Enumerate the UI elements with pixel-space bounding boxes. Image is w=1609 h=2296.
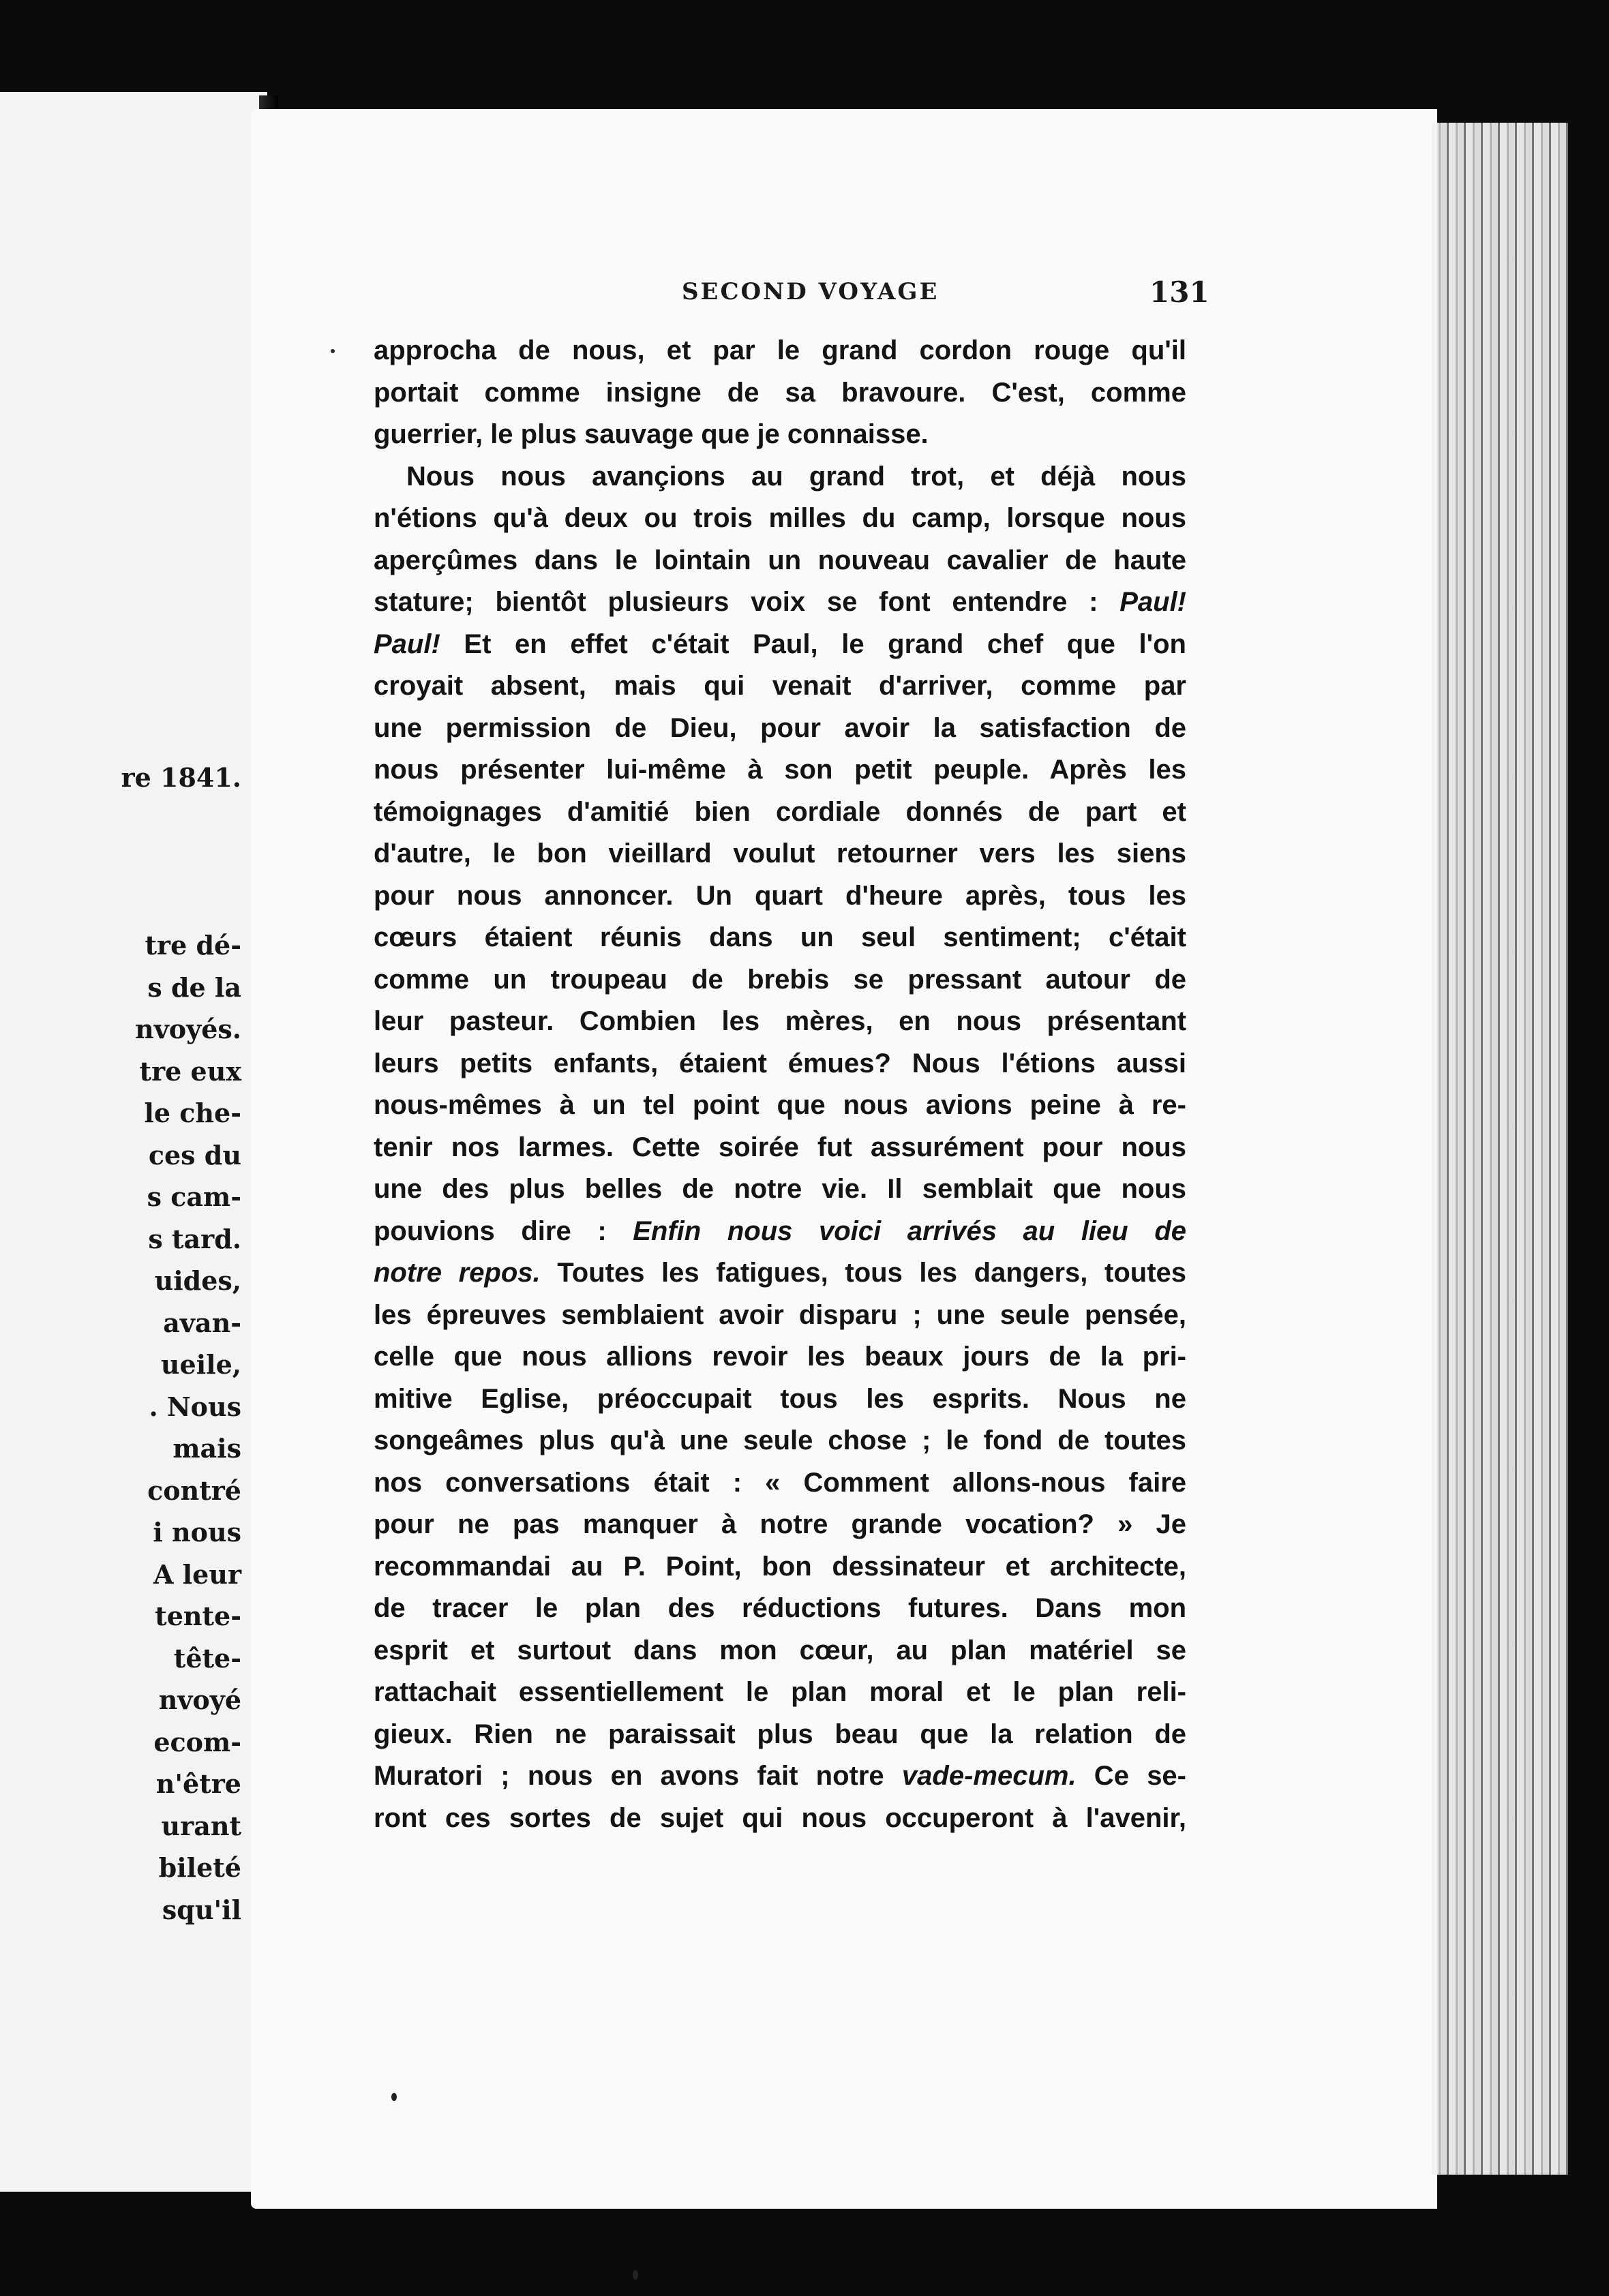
italic-phrase: Enfin nous voici arrivés au lieu de	[633, 1215, 1187, 1246]
ink-speck	[633, 2270, 638, 2280]
text-line	[374, 1001, 1186, 1043]
text-line	[374, 1295, 1186, 1337]
left-fragment-line: le che-	[144, 1098, 241, 1128]
text-span: témoignages d'amitié bien cordiale donnés de part et	[374, 796, 1186, 827]
text-span: d'autre, le bon vieillard voulut retourner vers les siens	[374, 839, 1186, 868]
page-edges	[1432, 123, 1568, 2175]
ink-speck	[391, 2093, 397, 2101]
text-line	[374, 959, 1186, 1001]
text-line	[374, 665, 1186, 708]
text-line	[374, 917, 1186, 959]
text-line	[374, 1630, 1186, 1672]
left-fragment-line: uides,	[154, 1265, 241, 1296]
left-fragment-line	[121, 883, 241, 925]
text-line	[374, 498, 1186, 540]
text-line	[374, 330, 1186, 372]
text-line	[374, 540, 1186, 582]
text-span: stature; bientôt plusieurs voix se font entendre :	[374, 587, 1120, 617]
text-span: les épreuves semblaient avoir disparu ; une seule pensée,	[374, 1299, 1186, 1330]
text-span: cœurs étaient réunis dans un seul sentiment; c'était	[374, 922, 1186, 952]
left-page	[0, 92, 267, 2192]
text-span: n'étions qu'à deux ou trois milles du camp, lorsque nous	[374, 503, 1186, 533]
text-span: ront ces sortes de sujet qui nous occuperont à l'avenir,	[374, 1802, 1186, 1833]
italic-phrase: Paul!	[374, 629, 440, 659]
text-line	[374, 791, 1186, 834]
text-line	[374, 1714, 1186, 1756]
text-span: une des plus belles de notre vie. Il semblait que nous	[374, 1174, 1186, 1204]
left-page-text-fragments	[121, 757, 241, 1931]
left-fragment-line: mais	[172, 1433, 241, 1464]
left-fragment-line: tête-	[173, 1642, 241, 1674]
left-fragment-line: A leur	[153, 1558, 241, 1590]
ink-speck	[331, 349, 335, 353]
text-span: recommandai au P. Point, bon dessinateur et architecte,	[374, 1551, 1186, 1582]
text-span: Toutes les fatigues, tous les dangers, toutes	[540, 1258, 1186, 1288]
text-span: portait comme insigne de sa bravoure. C'est, comme	[374, 377, 1186, 408]
italic-phrase: vade-mecum.	[901, 1761, 1077, 1791]
text-line	[374, 624, 1186, 666]
text-line	[374, 708, 1186, 750]
text-line	[374, 1336, 1186, 1378]
text-span: approcha de nous, et par le grand cordon rouge qu'il	[374, 335, 1186, 365]
left-fragment-line: s cam-	[147, 1181, 241, 1212]
text-span: pour ne pas manquer à notre grande vocation? » Je	[374, 1509, 1186, 1539]
left-fragment-line: i nous	[153, 1517, 241, 1547]
text-line	[374, 1588, 1186, 1630]
text-line	[374, 1168, 1186, 1211]
text-span: gieux. Rien ne paraissait plus beau que la relation de	[374, 1719, 1186, 1749]
left-fragment-line: bileté	[158, 1852, 241, 1883]
left-fragment-line: s de la	[147, 971, 241, 1003]
text-span: nos conversations était : « Comment allons-nous faire	[374, 1467, 1186, 1498]
italic-phrase: Paul!	[1119, 587, 1186, 617]
text-span: leur pasteur. Combien les mères, en nous présentant	[374, 1006, 1186, 1036]
text-line	[374, 1462, 1186, 1505]
text-line	[374, 1378, 1186, 1421]
text-span: esprit et surtout dans mon cœur, au plan matériel se	[374, 1635, 1186, 1665]
left-fragment-line: ecom-	[153, 1726, 241, 1757]
left-fragment-line: n'être	[155, 1768, 241, 1799]
page-number: 131	[1149, 275, 1209, 309]
text-span: Nous nous avançions au grand trot, et déjà nous	[406, 461, 1186, 492]
left-fragment-line: tre dé-	[145, 930, 241, 961]
text-span: Ce se-	[1076, 1761, 1187, 1791]
text-line	[374, 1798, 1186, 1840]
body-text	[374, 330, 1186, 1839]
text-line	[374, 414, 1186, 456]
text-span: songeâmes plus qu'à une seule chose ; le fond de toutes	[374, 1425, 1186, 1455]
left-fragment-line: re 1841.	[121, 762, 241, 793]
left-fragment-line	[121, 799, 241, 841]
text-span: nous-mêmes à un tel point que nous avions peine à re-	[374, 1090, 1186, 1120]
running-head: SECOND VOYAGE	[682, 278, 939, 305]
text-line	[374, 1252, 1186, 1295]
left-fragment-line: avan-	[163, 1307, 241, 1338]
text-line	[374, 833, 1186, 875]
left-fragment-line: nvoyé	[158, 1685, 241, 1715]
left-fragment-line: contré	[147, 1475, 241, 1506]
text-line	[374, 456, 1186, 498]
text-span: nous présenter lui-même à son petit peuple. Après les	[374, 755, 1186, 785]
text-span: leurs petits enfants, étaient émues? Nous l'étions aussi	[374, 1048, 1186, 1078]
text-line	[374, 1211, 1186, 1253]
text-span: Et en effet c'était Paul, le grand chef que l'on	[440, 629, 1186, 659]
text-line	[374, 1085, 1186, 1127]
text-line	[374, 1043, 1186, 1085]
text-span: pour nous annoncer. Un quart d'heure après, tous les	[374, 880, 1186, 911]
left-fragment-line: nvoyés.	[135, 1014, 241, 1044]
left-fragment-line: . Nous	[149, 1391, 241, 1422]
text-span: croyait absent, mais qui venait d'arriver, comme par	[374, 671, 1186, 701]
left-fragment-line: ces du	[148, 1139, 241, 1170]
text-line	[374, 749, 1186, 791]
left-fragment-line: tre eux	[139, 1055, 241, 1087]
text-line	[374, 581, 1186, 624]
text-span: de tracer le plan des réductions futures. Dans mon	[374, 1593, 1186, 1623]
left-fragment-line	[121, 841, 241, 883]
text-span: guerrier, le plus sauvage que je connaisse.	[374, 419, 929, 449]
text-line	[374, 1504, 1186, 1546]
text-span: pouvions dire :	[374, 1215, 633, 1246]
text-span: rattachait essentiellement le plan moral et le plan reli-	[374, 1677, 1186, 1707]
text-line	[374, 1755, 1186, 1798]
text-span: celle que nous allions revoir les beaux jours de la pri-	[374, 1342, 1186, 1372]
text-line	[374, 1546, 1186, 1588]
left-fragment-line: ueile,	[160, 1349, 241, 1380]
text-span: tenir nos larmes. Cette soirée fut assurément pour nous	[374, 1132, 1186, 1162]
text-span: mitive Eglise, préoccupait tous les esprits. Nous ne	[374, 1383, 1186, 1414]
text-line	[374, 372, 1186, 414]
left-fragment-line: urant	[161, 1810, 241, 1841]
text-line	[374, 1127, 1186, 1169]
text-span: une permission de Dieu, pour avoir la satisfaction de	[374, 712, 1186, 743]
left-fragment-line: tente-	[155, 1601, 241, 1631]
italic-phrase: notre repos.	[374, 1258, 541, 1288]
left-fragment-line: squ'il	[162, 1894, 241, 1925]
left-fragment-line: s tard.	[148, 1223, 241, 1254]
text-span: comme un troupeau de brebis se pressant autour de	[374, 964, 1186, 995]
text-span: aperçûmes dans le lointain un nouveau cavalier de haute	[374, 545, 1186, 575]
text-line	[374, 1672, 1186, 1714]
text-span: Muratori ; nous en avons fait notre	[374, 1761, 902, 1791]
text-line	[374, 1420, 1186, 1462]
text-line	[374, 875, 1186, 918]
